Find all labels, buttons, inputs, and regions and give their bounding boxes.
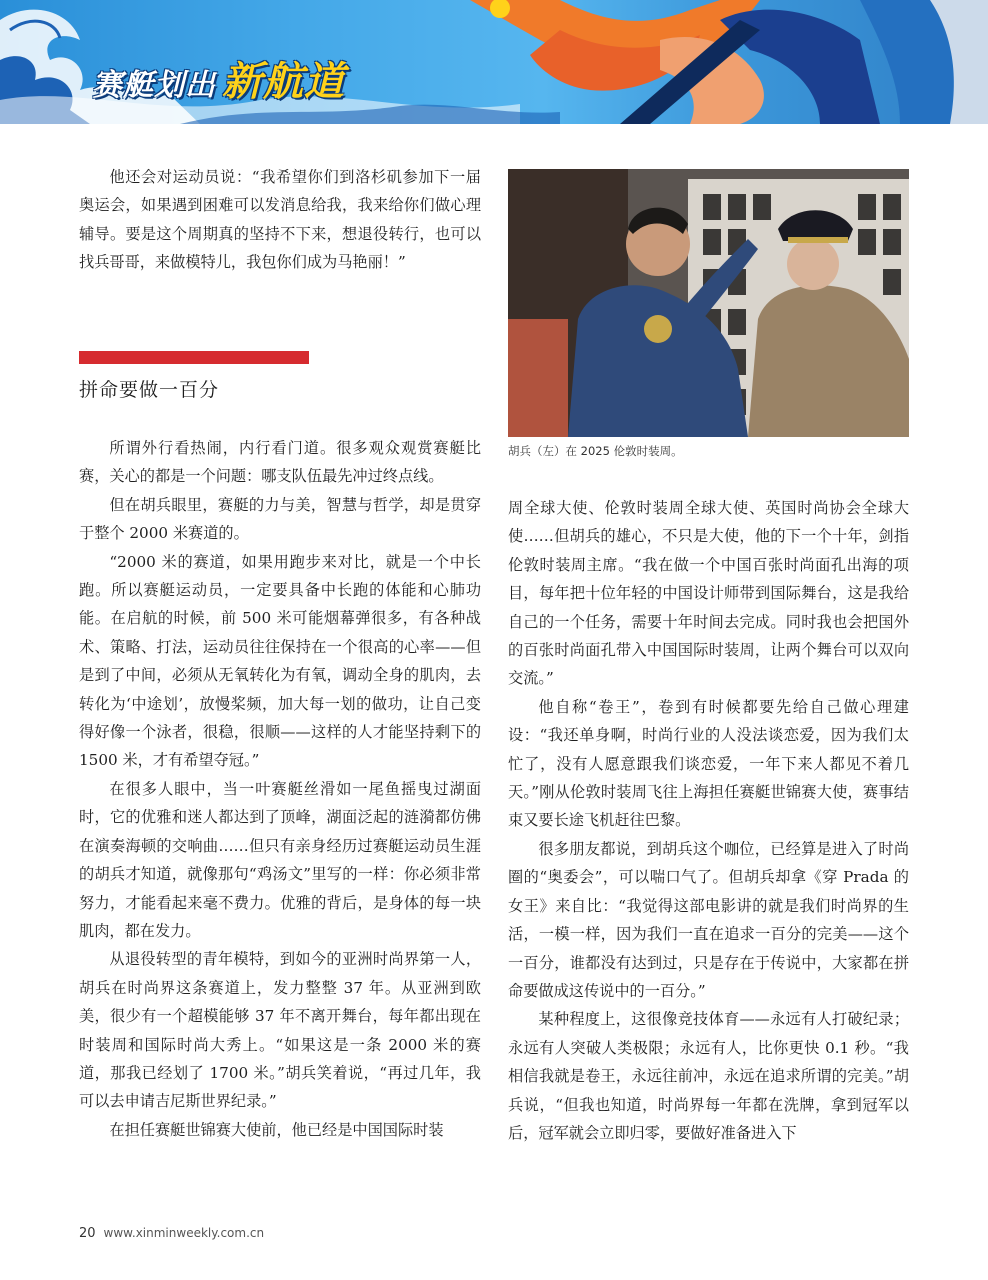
right-body: [508, 494, 909, 1147]
banner-title-part2: 新航道: [222, 59, 345, 105]
paragraph: 但在胡兵眼里，赛艇的力与美，智慧与哲学，却是贯穿于整个 2000 米赛道的。: [79, 495, 481, 543]
page-footer: [79, 1226, 264, 1241]
banner-title: [92, 50, 345, 105]
paragraph: 某种程度上，这很像竞技体育——永远有人打破纪录；永远有人突破人类极限；永远有人，比你更快 0.1 秒。“我相信我就是卷王，永远往前冲，永远在追求所谓的完美。”胡兵说，“但我也知道，时尚界每一年都在洗牌，拿到冠军以后，冠军就会立即归零，要做好准备进入下: [508, 1010, 909, 1142]
article-photo: [508, 169, 909, 437]
paragraph: 所谓外行看热闹，内行看门道。很多观众观赏赛艇比赛，关心的都是一个问题：哪支队伍最先冲过终点线。: [79, 439, 481, 486]
page-number: 20: [79, 1226, 96, 1241]
header-banner: [0, 0, 988, 124]
paragraph: 他自称“卷王”，卷到有时候都要先给自己做心理建设：“我还单身啊，时尚行业的人没法谈恋爱，因为我们太忙了，没有人愿意跟我们谈恋爱，一年下来人都见不着几天。”刚从伦敦时装周飞往上海担任赛艇世锦赛大使，赛事结束又要长途飞机赶往巴黎。: [508, 697, 909, 830]
photo-caption: 胡兵（左）在 2025 伦敦时装周。: [508, 444, 683, 458]
section-divider-bar: [79, 351, 309, 364]
photo-illustration: [508, 169, 909, 437]
paragraph: “2000 米的赛道，如果用跑步来对比，就是一个中长跑。所以赛艇运动员，一定要具备中长跑的体能和心肺功能。在启航的时候，前 500 米可能烟幕弹很多，有各种战术、策略、打法，运动员往往保持在一个很高的心率——但是到了中间，必须从无氧转化为有氧，调动全身的肌肉，去转化为‘中途划’，放慢桨频，加大每一划的做功，让自己变得好像一个泳者，很稳，很顺——这样的人才能坚持剩下的 1500 米，才有希望夺冠。”: [79, 552, 481, 770]
intro-paragraph: 他还会对运动员说：“我希望你们到洛杉矶参加下一届奥运会，如果遇到困难可以发消息给我，我来给你们做心理辅导。要是这个周期真的坚持不下来，想退役转行，也可以找兵哥哥，来做模特儿，我包你们成为马艳丽！”: [79, 168, 481, 272]
section-heading: 拼命要做一百分: [79, 379, 220, 401]
paragraph: 从退役转型的青年模特，到如今的亚洲时尚界第一人，胡兵在时尚界这条赛道上，发力整整 37 年。从亚洲到欧美，很少有一个超模能够 37 年不离开舞台，每年都出现在时装周和国际时尚大秀上。“如果这是一条 2000 米的赛道，那我已经划了 1700 米。”胡兵笑着说，“再过几年，我可以去申请吉尼斯世界纪录。”: [79, 950, 481, 1111]
continuation-paragraph: 周全球大使、伦敦时装周全球大使、英国时尚协会全球大使……但胡兵的雄心，不只是大使，他的下一个十年，剑指伦敦时装周主席。“我在做一个中国百张时尚面孔出海的项目，每年把十位年轻的中国设计师带到国际舞台，这是我给自己的一个任务，需要十年时间去完成。同时我也会把国外的百张时尚面孔带入中国国际时装周，让两个舞台可以双向交流。”: [508, 499, 909, 688]
paragraph: 很多朋友都说，到胡兵这个咖位，已经算是进入了时尚圈的“奥委会”，可以喘口气了。但胡兵却拿《穿 Prada 的女王》来自比：“我觉得这部电影讲的就是我们时尚界的生活，一模一样，因为我们一直在追求一百分的完美——这个一百分，谁都没有达到过，只是存在于传说中，大家都在拼命要做成这传说中的一百分。”: [508, 839, 909, 1000]
paragraph: 在担任赛艇世锦赛大使前，他已经是中国国际时装: [109, 1120, 444, 1139]
paragraph: 在很多人眼中，当一叶赛艇丝滑如一尾鱼摇曳过湖面时，它的优雅和迷人都达到了顶峰，湖面泛起的涟漪都仿佛在演奏海顿的交响曲……但只有亲身经历过赛艇运动员生涯的胡兵才知道，就像那句“鸡汤文”里写的一样：你必须非常努力，才能看起来毫不费力。优雅的背后，是身体的每一块肌肉，都在发力。: [79, 779, 481, 940]
left-intro: [79, 163, 481, 277]
website-url: www.xinminweekly.com.cn: [103, 1226, 265, 1240]
left-body: [79, 434, 481, 1144]
banner-title-part1: 赛艇划出: [92, 68, 216, 103]
